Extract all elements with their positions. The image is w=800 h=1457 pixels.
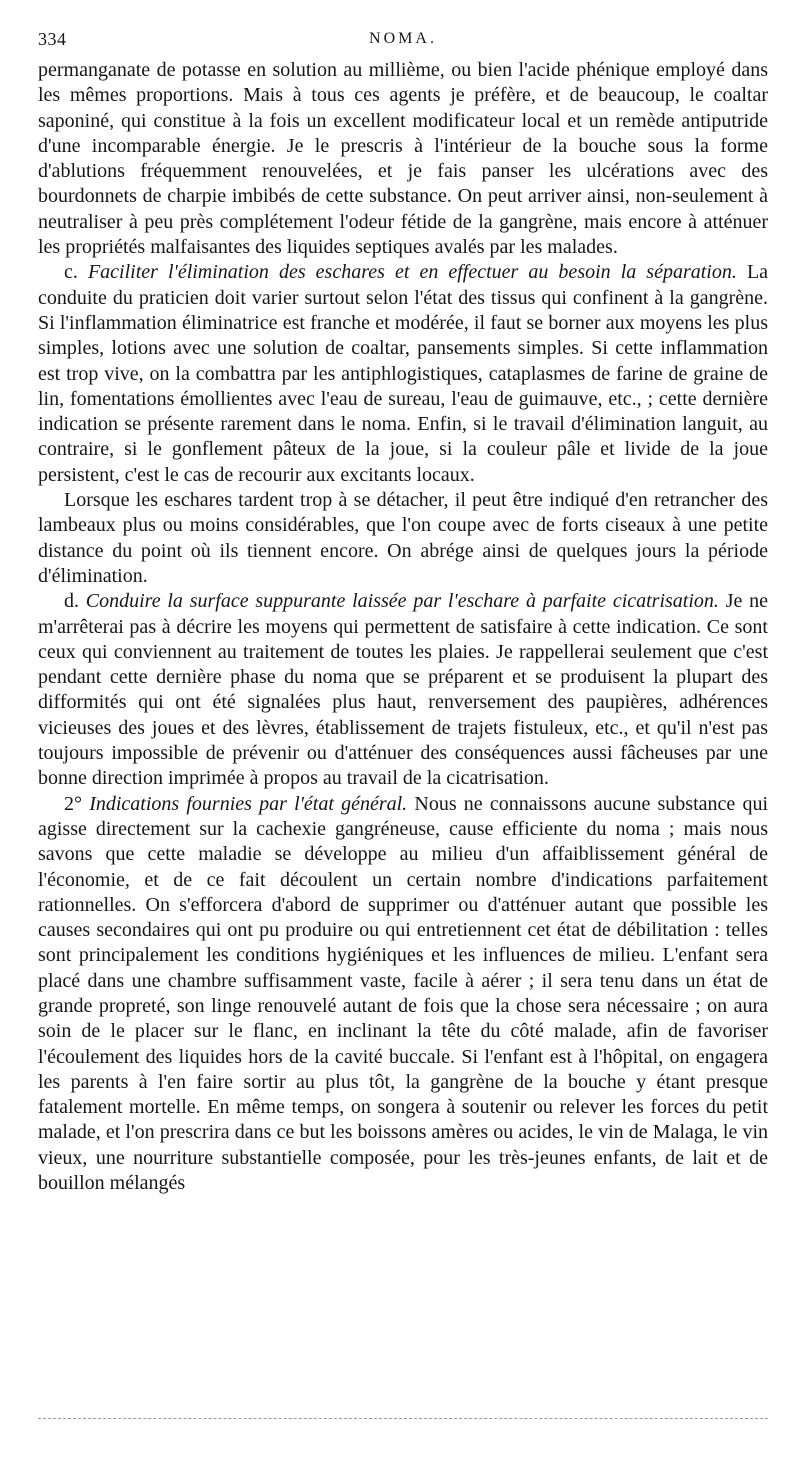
footer-rule (38, 1418, 768, 1419)
section-label: 2° (64, 792, 82, 815)
paragraph-section-2 (38, 792, 768, 1197)
paragraph-section-c (38, 260, 768, 488)
page-body (38, 58, 768, 1196)
section-heading: Conduire la surface suppurante laissée par l'eschare à parfaite cicatrisation. (85, 590, 719, 613)
paragraph-text: Lorsque les eschares tardent trop à se détacher, il peut être indiqué d'en retrancher des lambeaux plus ou moins considérables, que l'on coupe avec de forts ciseaux à une petite distance du point où ils tiennent encore. On abrége ainsi de quelques jours la période d'élimination. (38, 489, 768, 587)
page-number: 334 (38, 29, 67, 49)
paragraph-text: Je ne m'arrêterai pas à décrire les moyens qui permettent de satisfaire à cette indication. Ce sont ceux qui conviennent au traitement de toutes les plaies. Je rappellerai seulement que c'est pendant cette dernière phase du noma que se préparent et se produisent la plupart des difformités qui ont été signalées plus haut, renversement des paupières, adhérences vicieuses des joues et des lèvres, établissement de trajets fistuleux, etc., et qu'il n'est pas toujours impossible de prévenir ou d'atténuer des conséquences aussi fâcheuses par une bonne direction imprimée à propos au travail de la cicatrisation. (38, 590, 769, 790)
paragraph-section-d (38, 589, 768, 791)
section-label: d. (64, 590, 79, 613)
section-heading: Faciliter l'élimination des eschares et en effectuer au besoin la séparation. (87, 261, 737, 284)
section-heading: Indications fournies par l'état général. (89, 792, 408, 815)
paragraph-text: permanganate de potasse en solution au millième, ou bien l'acide phénique employé dans les mêmes proportions. Mais à tous ces agents je préfère, et de beaucoup, le coaltar saponiné, qui constitue à la fois un excellent modificateur local et un remède antiputride d'une incomparable énergie. Je le prescris à l'intérieur de la bouche sous la forme d'ablutions fréquemment renouvelées, et je fais panser les ulcérations avec des bourdonnets de charpie imbibés de cette substance. On peut arriver ainsi, non-seulement à neutraliser à peu près complétement l'odeur fétide de la gangrène, mais encore à atténuer les propriétés malfaisantes des liquides septiques avalés par les malades. (38, 59, 768, 259)
paragraph-text: Nous ne connaissons aucune substance qui agisse directement sur la cachexie gangréneuse, cause efficiente du noma ; mais nous savons que cette maladie se développe au milieu d'un affaiblissement général de l'économie, et de ce fait découlent un certain nombre d'indications parfaitement rationnelles. On s'efforcera d'abord de supprimer ou d'atténuer autant que possible les causes secondaires qui ont pu produire ou qui entretiennent cet état de débilitation : telles sont principalement les conditions hygiéniques et les influences de milieu. L'enfant sera placé dans une chambre suffisamment vaste, facile à aérer ; il sera tenu dans un état de grande propreté, son linge renouvelé autant de fois que la chose sera nécessaire ; on aura soin de le placer sur le flanc, en inclinant la tête du côté malade, afin de favoriser l'écoulement des liquides hors de la cavité buccale. Si l'enfant est à l'hôpital, on engagera les parents à l'en faire sortir au plus tôt, la gangrène de la bouche y étant presque fatalement mortelle. En même temps, on songera à soutenir ou relever les forces du petit malade, et l'on prescrira dans ce but les boissons amères ou acides, le vin de Malaga, le vin vieux, une nourriture substantielle composée, pour les très-jeunes enfants, de lait et de bouillon mélangés (38, 792, 769, 1195)
page-header (38, 26, 768, 52)
paragraph-continuation (38, 58, 768, 260)
running-title: NOMA. (369, 30, 437, 47)
section-label: c. (64, 261, 78, 284)
paragraph-text: La conduite du praticien doit varier surtout selon l'état des tissus qui confinent à la gangrène. Si l'inflammation éliminatrice est franche et modérée, il faut se borner aux moyens les plus simples, lotions avec une solution de coaltar, pansements simples. Si cette inflammation est trop vive, on la combattra par les antiphlogistiques, cataplasmes de farine de graine de lin, fomentations émollientes avec l'eau de sureau, l'eau de guimauve, etc., ; cette dernière indication se présente rarement dans le noma. Enfin, si le travail d'élimination languit, au contraire, si le gonflement pâteux de la joue, si la couleur pâle et livide de la joue persistent, c'est le cas de recourir aux excitants locaux. (38, 261, 769, 486)
book-page (38, 26, 768, 1196)
paragraph-eschares (38, 488, 768, 589)
